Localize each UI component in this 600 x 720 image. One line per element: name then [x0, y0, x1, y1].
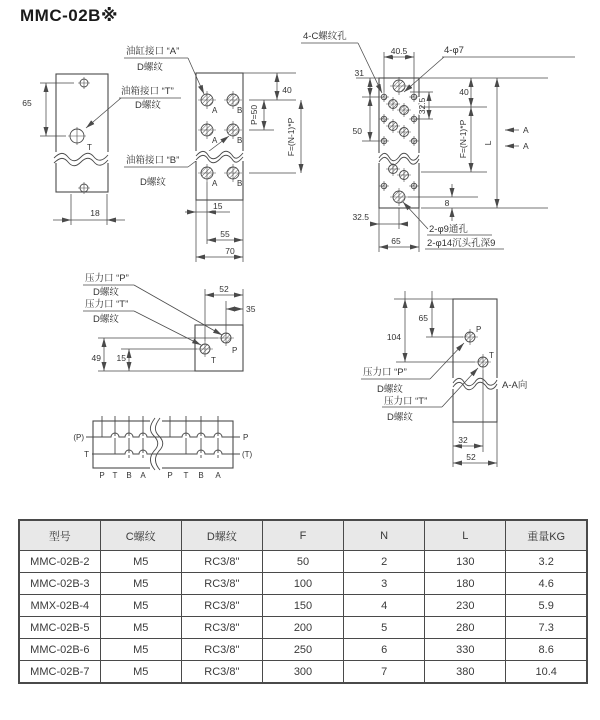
cell: 8.6 — [506, 639, 587, 661]
port-p-label: P — [232, 346, 238, 355]
drawing-section-aa — [361, 291, 527, 467]
section-view-label: A-A向 — [502, 380, 528, 391]
station-port-a: A — [215, 471, 221, 480]
cell: 4 — [344, 595, 425, 617]
spec-table — [18, 519, 588, 684]
col-header-n: N — [344, 520, 425, 551]
dim-52-top: 52 — [219, 284, 229, 294]
d-thread-label: D螺纹 — [387, 412, 413, 423]
cell: M5 — [100, 595, 181, 617]
rail-t-label: T — [84, 450, 89, 459]
cell: 3.2 — [506, 551, 587, 573]
station-port-b: B — [198, 471, 204, 480]
dim-104: 104 — [386, 332, 401, 342]
dim-8: 8 — [444, 198, 450, 208]
cell: 280 — [425, 617, 506, 639]
station-port-p: P — [99, 471, 105, 480]
cell-model: MMC-02B-6 — [19, 639, 100, 661]
cell: 200 — [262, 617, 343, 639]
rail-p-label: P — [243, 433, 249, 442]
cell: 100 — [262, 573, 343, 595]
cell-model: MMC-02B-3 — [19, 573, 100, 595]
drawing-side-view — [22, 74, 125, 225]
dim-40: 40 — [282, 85, 292, 95]
table-row — [19, 617, 587, 639]
d-thread-label: D螺纹 — [137, 62, 163, 73]
cell-model: MMC-02B-2 — [19, 551, 100, 573]
callout-cylinder-port-a: 油缸接口 “A” — [126, 46, 180, 57]
callout-tank-port-b: 油箱接口 “B” — [126, 155, 180, 166]
port-t-label: T — [489, 351, 494, 360]
cell: 230 — [425, 595, 506, 617]
cell: RC3/8" — [181, 573, 262, 595]
dim-31: 31 — [354, 68, 364, 78]
port-callouts — [86, 45, 229, 188]
table-row — [19, 595, 587, 617]
dim-length-l: L — [483, 140, 493, 146]
cell: RC3/8" — [181, 661, 262, 684]
d-thread-label: D螺纹 — [93, 314, 119, 325]
callout-4-phi7: 4-φ7 — [444, 45, 464, 56]
station-port-b: B — [126, 471, 132, 480]
cell: 150 — [262, 595, 343, 617]
dim-f-formula-right: F=(N-1)*P — [458, 119, 468, 159]
rail-p-paren-label: (P) — [73, 433, 84, 442]
cell: 5.9 — [506, 595, 587, 617]
dim-65-bottom: 65 — [391, 236, 401, 246]
cell: 300 — [262, 661, 343, 684]
rail-t-paren-label: (T) — [242, 450, 253, 459]
station-port-p: P — [167, 471, 173, 480]
dim-width-18: 18 — [90, 208, 100, 218]
drawing-channel-schematic — [73, 416, 252, 480]
cell: 250 — [262, 639, 343, 661]
dim-15-left: 15 — [116, 353, 126, 363]
port-a-label: A — [212, 106, 218, 115]
port-b-label: B — [237, 179, 243, 188]
dim-55: 55 — [220, 229, 230, 239]
port-b-label: B — [237, 136, 243, 145]
cell: RC3/8" — [181, 595, 262, 617]
station-port-t: T — [112, 471, 118, 480]
drawing-top-view — [301, 30, 575, 252]
d-thread-label: D螺纹 — [135, 100, 161, 111]
d-thread-label: D螺纹 — [93, 287, 119, 298]
table-row — [19, 661, 587, 684]
d-thread-label: D螺纹 — [377, 384, 403, 395]
col-header-model: 型号 — [19, 520, 100, 551]
dim-15: 15 — [213, 201, 223, 211]
callout-tank-port-t: 油箱接口 “T” — [121, 86, 174, 97]
col-header-f: F — [262, 520, 343, 551]
port-a-label: A — [212, 136, 218, 145]
cell: 330 — [425, 639, 506, 661]
dim-52-bottom: 52 — [466, 452, 476, 462]
drawing-front-view — [185, 73, 301, 262]
station-port-a: A — [140, 471, 146, 480]
cell: 5 — [344, 617, 425, 639]
callout-c-thread-holes: 4-C螺纹孔 — [303, 31, 347, 42]
dim-65-section: 65 — [418, 313, 428, 323]
cell: 130 — [425, 551, 506, 573]
dim-32-5-bottom: 32.5 — [352, 212, 369, 222]
dim-70: 70 — [225, 246, 235, 256]
port-b-label: B — [237, 106, 243, 115]
col-header-d-thread: D螺纹 — [181, 520, 262, 551]
section-arrow-a: A — [523, 125, 529, 135]
cell: M5 — [100, 551, 181, 573]
cell: 7 — [344, 661, 425, 684]
drawing-pressure-port-view — [83, 272, 256, 371]
port-t-label: T — [211, 356, 216, 365]
dim-50: 50 — [352, 126, 362, 136]
cell: 2 — [344, 551, 425, 573]
cell: M5 — [100, 661, 181, 684]
cell: 6 — [344, 639, 425, 661]
section-arrow-a: A — [523, 141, 529, 151]
dim-height-65: 65 — [22, 98, 32, 108]
table-row — [19, 551, 587, 573]
cell: RC3/8" — [181, 551, 262, 573]
dim-49: 49 — [91, 353, 101, 363]
table-row — [19, 573, 587, 595]
col-header-c-thread: C螺纹 — [100, 520, 181, 551]
cell: 3 — [344, 573, 425, 595]
cell-model: MMC-02B-5 — [19, 617, 100, 639]
callout-pressure-port-p: 压力口 “P” — [85, 273, 129, 284]
callout-phi9-through: 2-φ9通孔 — [429, 224, 468, 235]
dim-40-right: 40 — [459, 87, 469, 97]
dim-pitch-p50: P=50 — [249, 104, 259, 126]
cell: 180 — [425, 573, 506, 595]
cell-model: MMC-02B-7 — [19, 661, 100, 684]
station-port-t: T — [183, 471, 189, 480]
cell: 7.3 — [506, 617, 587, 639]
dim-40-5: 40.5 — [390, 46, 408, 56]
page-title: MMC-02B※ — [20, 6, 118, 25]
cell: 380 — [425, 661, 506, 684]
spec-table-header-row — [19, 520, 587, 551]
port-t-label: T — [87, 143, 92, 152]
col-header-weight: 重量KG — [506, 520, 587, 551]
cell: RC3/8" — [181, 617, 262, 639]
callout-phi14-counterbore: 2-φ14沉头孔深9 — [427, 238, 496, 249]
cell-model: MMX-02B-4 — [19, 595, 100, 617]
col-header-l: L — [425, 520, 506, 551]
dim-32: 32 — [458, 435, 468, 445]
port-p-label: P — [476, 325, 482, 334]
cell: 10.4 — [506, 661, 587, 684]
callout-pressure-port-t: 压力口 “T” — [384, 396, 428, 407]
cell: M5 — [100, 617, 181, 639]
dim-35: 35 — [246, 304, 256, 314]
dim-32-5: 32.5 — [417, 97, 427, 115]
cell: 50 — [262, 551, 343, 573]
callout-pressure-port-t: 压力口 “T” — [85, 299, 129, 310]
d-thread-label: D螺纹 — [140, 177, 166, 188]
table-row — [19, 639, 587, 661]
cell: 4.6 — [506, 573, 587, 595]
callout-pressure-port-p: 压力口 “P” — [363, 367, 407, 378]
cell: RC3/8" — [181, 639, 262, 661]
dim-f-formula: F=(N-1)*P — [286, 117, 296, 157]
cell: M5 — [100, 573, 181, 595]
port-a-label: A — [212, 179, 218, 188]
cell: M5 — [100, 639, 181, 661]
